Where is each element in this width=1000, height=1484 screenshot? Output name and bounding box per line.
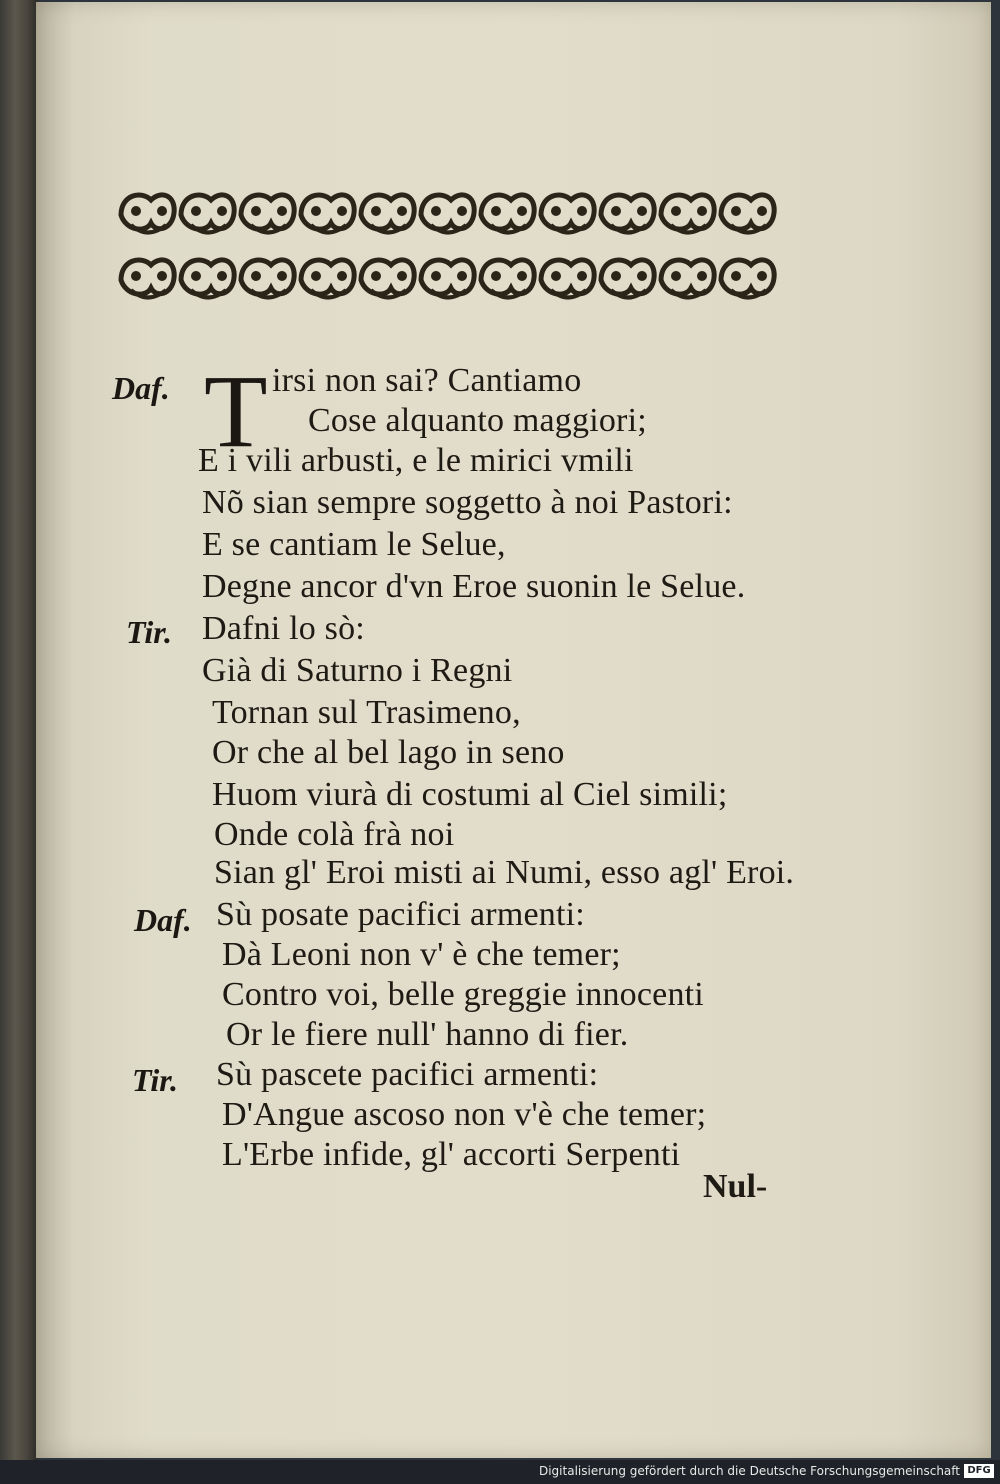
ornamental-border-icon [116,180,816,320]
speaker-label: Daf. [134,902,192,938]
verse-line: Sù pascete pacifici armenti: [216,1056,599,1093]
verse-line: Degne ancor d'vn Eroe suonin le Selue. [202,568,746,605]
verse-line: L'Erbe infide, gl' accorti Serpenti [222,1136,681,1173]
verse-line: E i vili arbusti, e le mirici vmili [198,442,634,479]
verse-line: E se cantiam le Selue, [202,526,506,563]
speaker-label: Daf. [112,370,170,406]
verse-line: Tornan sul Trasimeno, [212,694,521,731]
verse-line: Sian gl' Eroi misti ai Numi, esso agl' Eroi. [214,854,795,891]
verse-line: Dafni lo sò: [202,610,365,647]
verse-line: Già di Saturno i Regni [202,652,513,689]
verse-line: Dà Leoni non v' è che temer; [222,936,621,973]
verse-line: Cose alquanto maggiori; [308,402,647,439]
dfg-logo: DFG [964,1464,994,1478]
book-spine-edge [0,0,38,1460]
drop-cap: T [204,354,268,469]
verse-line: Huom viurà di costumi al Ciel simili; [212,776,728,813]
book-page [36,2,991,1458]
verse-line: Nõ sian sempre soggetto à noi Pastori: [202,484,733,521]
catchword: Nul- [703,1168,768,1205]
verse-line: D'Angue ascoso non v'è che temer; [222,1096,707,1133]
verse-line: Contro voi, belle greggie innocenti [222,976,704,1013]
verse-line: Sù posate pacifici armenti: [216,896,585,933]
funding-credit: Digitalisierung gefördert durch die Deutsche Forschungsgemeinschaft [538,1464,960,1478]
verse-line: Or le fiere null' hanno di fier. [226,1016,629,1053]
speaker-label: Tir. [132,1062,178,1098]
verse-line: Onde colà frà noi [214,816,455,853]
verse-line: Or che al bel lago in seno [212,734,565,771]
speaker-label: Tir. [126,614,172,650]
verse-line: irsi non sai? Cantiamo [272,362,582,399]
